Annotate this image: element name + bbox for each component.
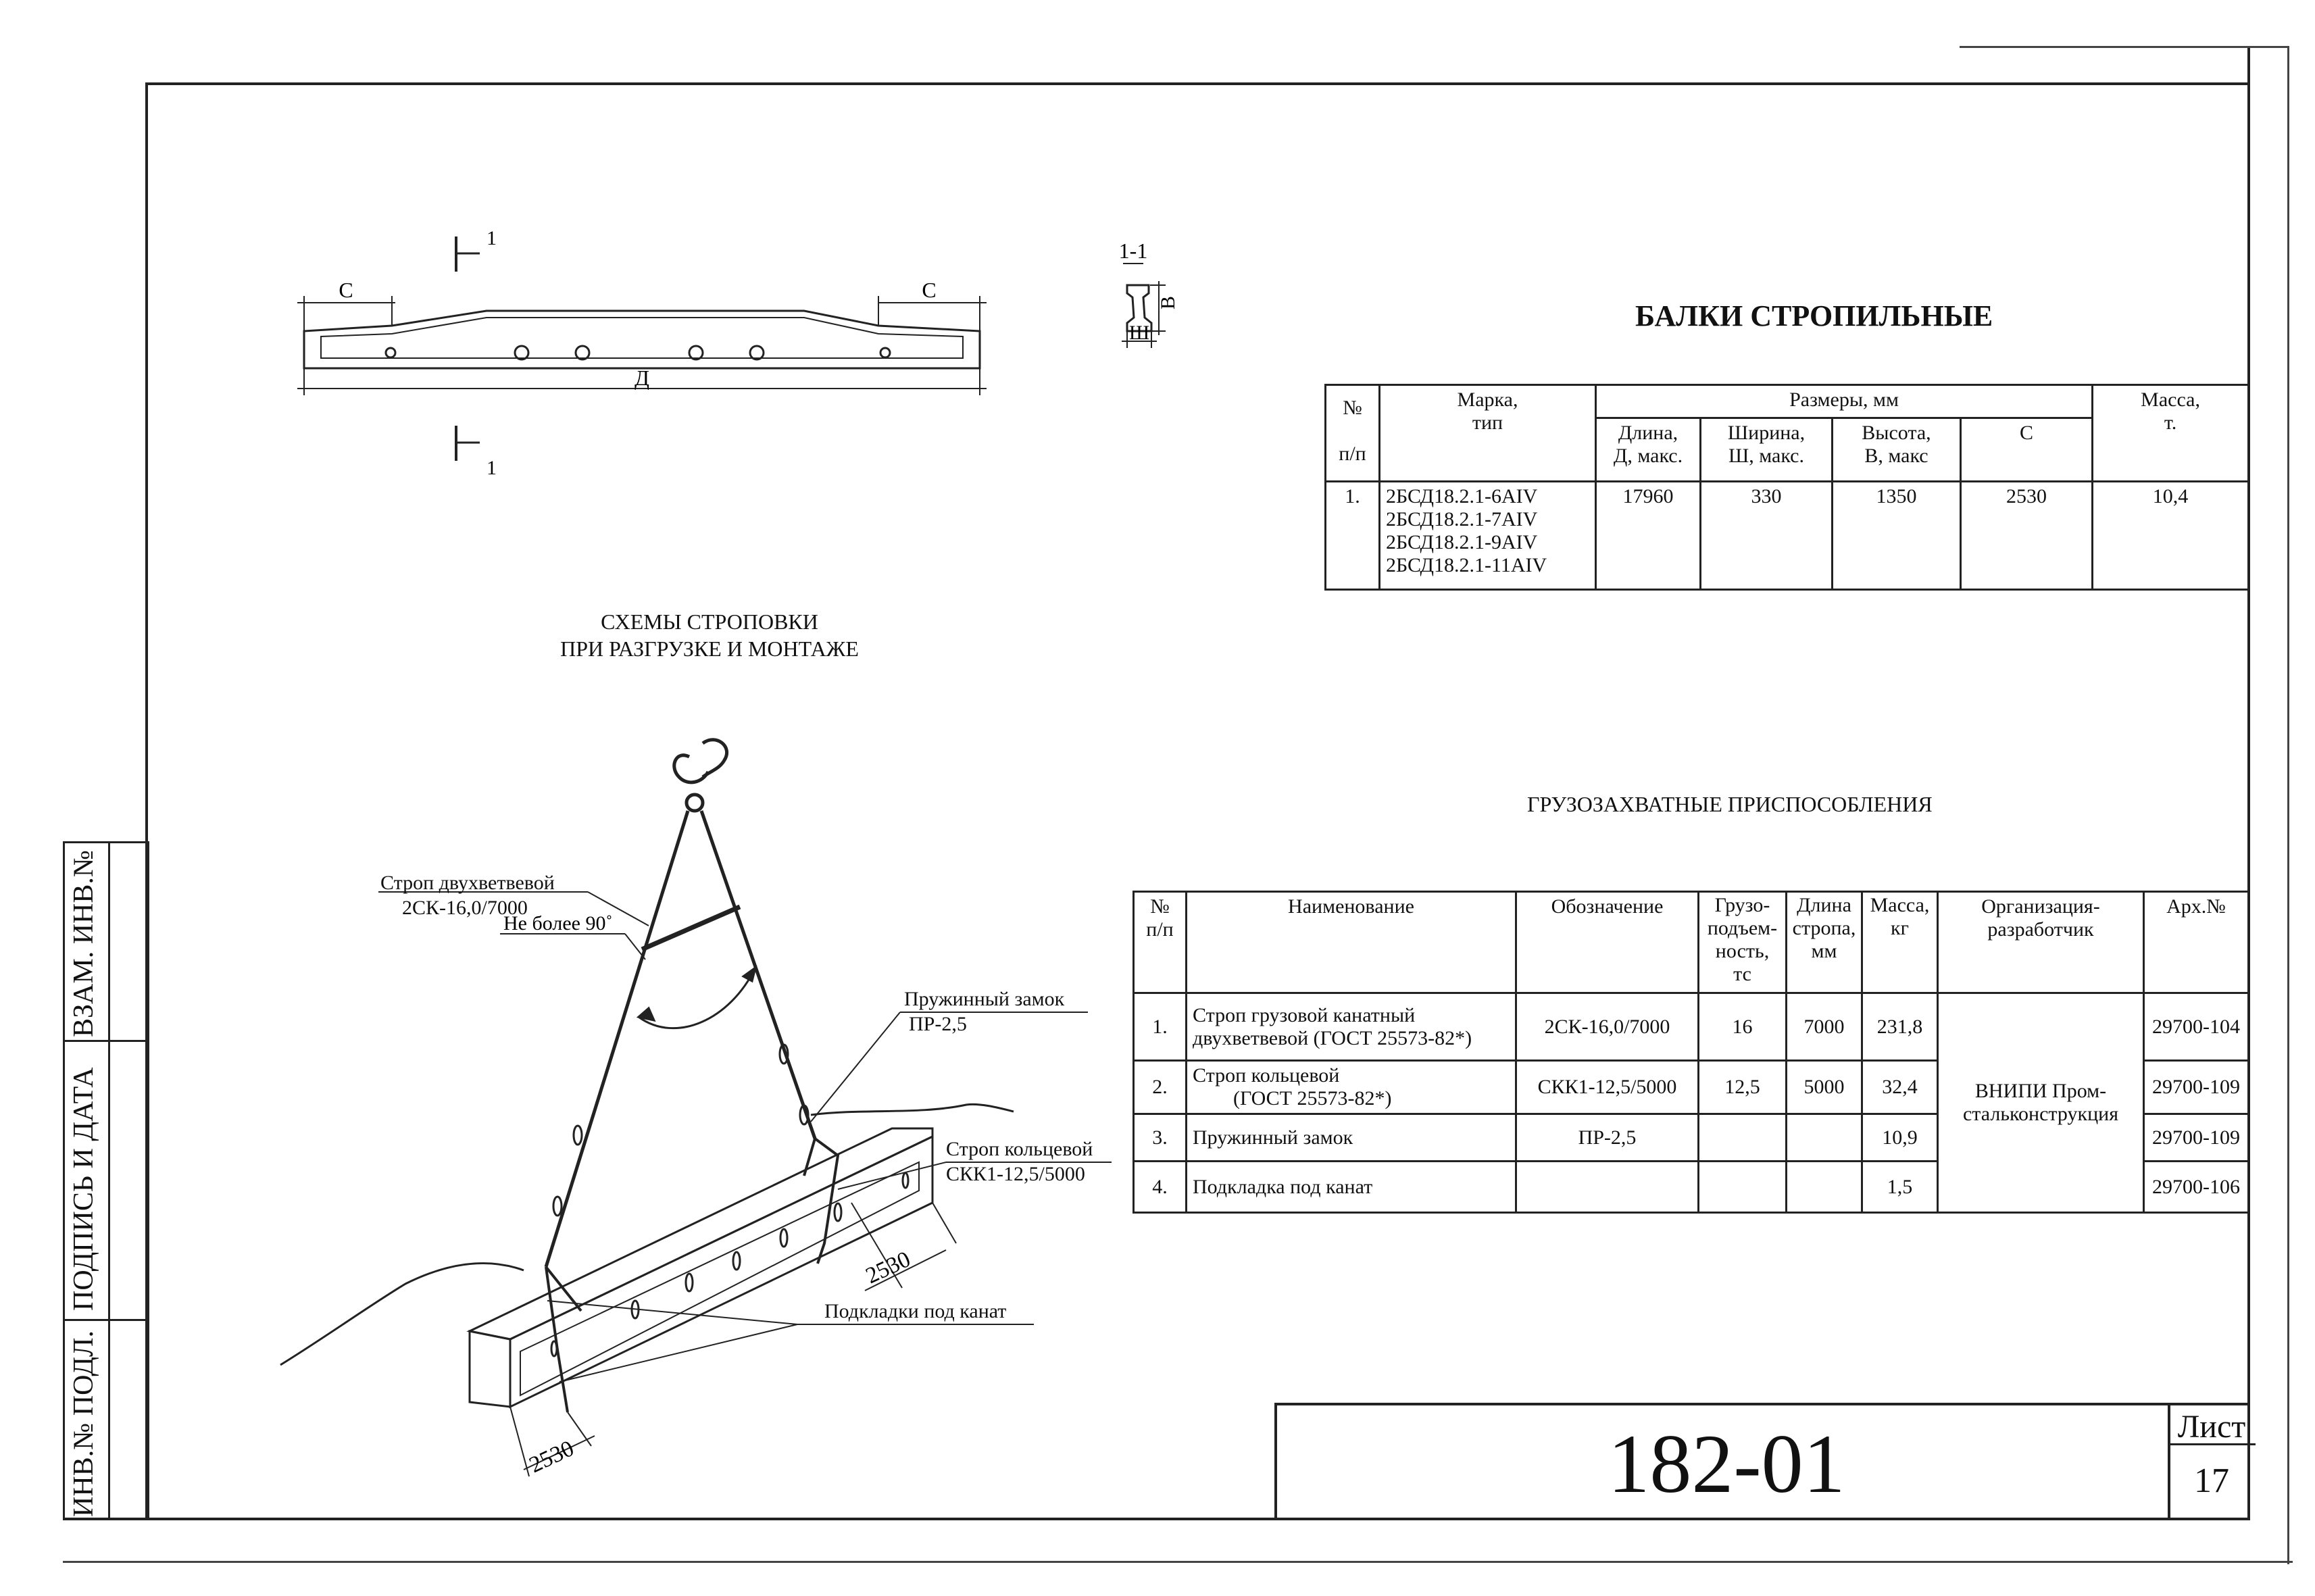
label-lock-line2: ПР-2,5 [909,1013,967,1035]
side-text-podpis: ПОДПИСЬ И ДАТА [68,1067,99,1311]
beams-header-length: Длина, Д, макс. [1596,418,1701,482]
frame-top [145,82,2250,85]
beams-header-height: Высота, В, макс [1833,418,1961,482]
hole [386,348,395,357]
rigging-cell-name: Пружинный замок [1187,1114,1516,1162]
beams-table [1324,384,2249,591]
beams-cell-num: 1. [1326,482,1380,590]
dim-c-right: С [922,278,937,302]
scheme-title-line1: СХЕМЫ СТРОПОВКИ [601,609,818,634]
rigging-header-arch: Арх.№ [2144,892,2249,993]
rigging-cell-designation: СКК1-12,5/5000 [1516,1061,1699,1114]
rigging-cell-org: ВНИПИ Пром- стальконструкция [1938,993,2144,1213]
scheme-title-line2: ПРИ РАЗГРУЗКЕ И МОНТАЖЕ [560,637,859,661]
sheet-code: 182-01 [1608,1418,1845,1510]
section-title: 1-1 [1118,239,1148,263]
rigging-cell-name: Строп грузовой канатный двухветвевой (ГОСТ 25573-82*) [1187,993,1516,1061]
section-mark-top: 1 [487,227,497,249]
rigging-cell-length: 7000 [1787,993,1862,1061]
rigging-cell-num: 4. [1134,1162,1187,1213]
beams-row [1326,482,2249,590]
beams-cell-mass: 10,4 [2093,482,2249,590]
beams-header-sizes: Размеры, мм [1596,385,2093,418]
beams-cell-height: 1350 [1833,482,1961,590]
rigging-row [1134,993,2249,1061]
section-mark-bottom: 1 [487,457,497,479]
rigging-header-capacity: Грузо- подъем- ность, тс [1699,892,1787,993]
rigging-header-name: Наименование [1187,892,1516,993]
side-stamp-divider [108,841,110,1520]
rigging-cell-num: 2. [1134,1061,1187,1114]
rigging-cell-capacity [1699,1114,1787,1162]
beams-cell-length: 17960 [1596,482,1701,590]
beam-3d-front [470,1331,510,1407]
label-ring-line1: Строп кольцевой [946,1138,1093,1160]
rigging-header-length: Длина стропа, мм [1787,892,1862,993]
rigging-cell-num: 3. [1134,1114,1187,1162]
dim-left-label: 2530 [525,1435,578,1478]
dim-width: Ш [1128,322,1150,344]
rigging-cell-mass: 32,4 [1862,1061,1938,1114]
rigging-header-num: № п/п [1134,892,1187,993]
label-ring-line2: СКК1-12,5/5000 [946,1163,1085,1185]
rigging-header-mass: Масса, кг [1862,892,1938,993]
beams-cell-width: 330 [1701,482,1833,590]
trim-line-bottom [63,1561,2293,1563]
beams-header-mark: Марка, тип [1380,385,1596,482]
rigging-header-designation: Обозначение [1516,892,1699,993]
rigging-cell-capacity: 16 [1699,993,1787,1061]
rigging-cell-length: 5000 [1787,1061,1862,1114]
trim-line-top [1960,46,2289,48]
rigging-table [1132,891,2249,1214]
label-pads: Подкладки под канат [824,1300,1007,1322]
rigging-cell-length [1787,1114,1862,1162]
rigging-cell-arch: 29700-109 [2144,1061,2249,1114]
rigging-cell-capacity [1699,1162,1787,1213]
hook-icon [674,740,727,782]
dim-length: Д [634,366,649,390]
rigging-cell-length [1787,1162,1862,1213]
hook-ring [687,795,703,811]
beams-header-c: С [1961,418,2093,482]
frame-right [2247,47,2250,1520]
beams-cell-c: 2530 [1961,482,2093,590]
rigging-cell-capacity: 12,5 [1699,1061,1787,1114]
rigging-header-org: Организация- разработчик [1938,892,2144,993]
rigging-cell-designation [1516,1162,1699,1213]
rigging-cell-num: 1. [1134,993,1187,1061]
rigging-scheme [270,730,1149,1500]
list-label: Лист [2177,1409,2246,1445]
rigging-cell-mass: 1,5 [1862,1162,1938,1213]
rigging-cell-mass: 231,8 [1862,993,1938,1061]
list-number: 17 [2194,1462,2229,1500]
side-text-vzam: ВЗАМ. ИНВ.№ [68,850,99,1037]
beams-title: БАЛКИ СТРОПИЛЬНЫЕ [1635,299,1993,332]
dim-right-label: 2530 [862,1246,915,1289]
beam-drawing [284,223,1216,480]
trim-line-right [2287,47,2289,1564]
dim-c-left: С [339,278,353,302]
list-box [2168,1403,2253,1520]
label-sling-line2: 2СК-16,0/7000 [402,897,528,919]
beams-header-width: Ширина, Ш, макс. [1701,418,1833,482]
beams-header-num: № п/п [1326,385,1380,482]
rigging-cell-designation: 2СК-16,0/7000 [1516,993,1699,1061]
label-lock-line1: Пружинный замок [904,988,1065,1010]
rigging-cell-designation: ПР-2,5 [1516,1114,1699,1162]
rigging-cell-mass: 10,9 [1862,1114,1938,1162]
beams-header-mass: Масса, т. [2093,385,2249,482]
side-text-inv: ИНВ.№ ПОДЛ. [68,1330,99,1517]
rigging-cell-name: Подкладка под канат [1187,1162,1516,1213]
label-sling-line1: Строп двухветвевой [380,872,555,894]
rigging-cell-name: Строп кольцевой (ГОСТ 25573-82*) [1187,1061,1516,1114]
hole [880,348,890,357]
rigging-cell-arch: 29700-106 [2144,1162,2249,1213]
rigging-cell-arch: 29700-104 [2144,993,2249,1061]
title-block [1274,1403,2250,1520]
beams-cell-marks: 2БСД18.2.1-6АIV 2БСД18.2.1-7АIV 2БСД18.2.1-9АIV 2БСД18.2.1-11АIV [1380,482,1596,590]
rigging-title: ГРУЗОЗАХВАТНЫЕ ПРИСПОСОБЛЕНИЯ [1527,792,1933,816]
rigging-cell-arch: 29700-109 [2144,1114,2249,1162]
dim-height: В [1157,295,1179,309]
angle-label: Не более 90˚ [503,912,613,934]
